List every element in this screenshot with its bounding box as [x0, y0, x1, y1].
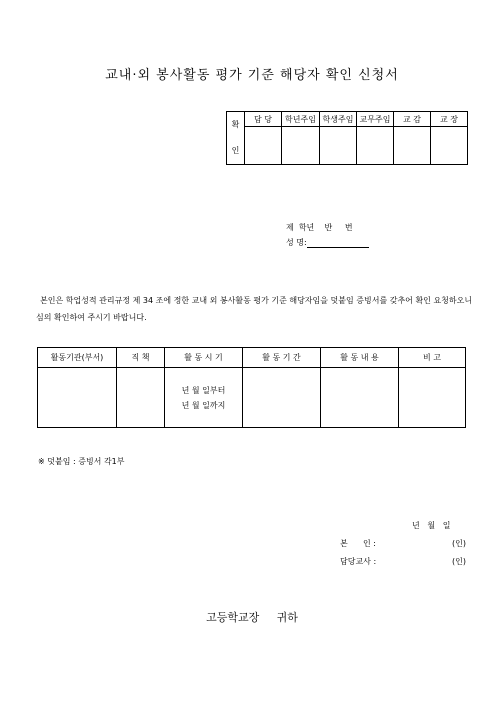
signature-mark-self: (인) — [452, 539, 466, 548]
activity-content-cell[interactable] — [321, 368, 399, 428]
student-class-line: 제 학년 반 번 — [286, 223, 353, 232]
approval-header-vice-principal: 교 감 — [394, 112, 431, 127]
approval-sign-cell[interactable] — [357, 127, 394, 165]
activity-header-content: 활 동 내 용 — [321, 348, 399, 368]
approval-sign-cell[interactable] — [320, 127, 357, 165]
approval-table — [226, 111, 468, 165]
approval-header-academic-head: 교무주임 — [357, 112, 394, 127]
approval-sign-cell[interactable] — [245, 127, 282, 165]
activity-period-cell[interactable] — [165, 368, 243, 428]
approval-sign-cell[interactable] — [282, 127, 320, 165]
approval-side-label — [227, 112, 245, 165]
approval-side-label-top: 확 — [231, 120, 240, 129]
attachment-note: ※ 덧붙임 : 증빙서 각1부 — [38, 457, 125, 466]
activity-duration-cell[interactable] — [243, 368, 321, 428]
activity-header-org: 활동기관(부서) — [38, 348, 117, 368]
approval-sign-cell[interactable] — [431, 127, 468, 165]
closing-addressee: 고등학교장 귀하 — [206, 611, 298, 624]
approval-sign-cell[interactable] — [394, 127, 431, 165]
student-name-line — [286, 237, 369, 248]
approval-header-grade-head: 학년주임 — [282, 112, 320, 127]
activity-org-cell[interactable] — [38, 368, 117, 428]
activity-period-to: 년 월 일까지 — [181, 400, 226, 410]
activity-header-timing: 활 동 시 기 — [165, 348, 243, 368]
activity-header-position: 직 책 — [117, 348, 165, 368]
approval-header-staff: 담 당 — [245, 112, 282, 127]
activity-header-duration: 활 동 기 간 — [243, 348, 321, 368]
activity-position-cell[interactable] — [117, 368, 165, 428]
document-title: 교내·외 봉사활동 평가 기준 해당자 확인 신청서 — [105, 68, 399, 83]
approval-header-student-head: 학생주임 — [320, 112, 357, 127]
activity-table — [37, 347, 466, 428]
activity-remarks-cell[interactable] — [399, 368, 466, 428]
activity-period-from: 년 월 일부터 — [181, 385, 226, 395]
approval-header-principal: 교 장 — [431, 112, 468, 127]
signature-label-self: 본 인 : — [340, 539, 376, 548]
student-name-label: 성 명: — [286, 238, 307, 247]
signature-label-teacher: 담당교사 : — [340, 557, 377, 566]
signature-mark-teacher: (인) — [452, 557, 466, 566]
activity-header-remarks: 비 고 — [399, 348, 466, 368]
student-name-field[interactable] — [307, 238, 369, 248]
date-line: 년 월 일 — [412, 521, 451, 530]
approval-side-label-bottom: 인 — [231, 146, 240, 155]
request-body-text: 본인은 학업성적 관리규정 제 34 조에 정한 교내 외 봉사활동 평가 기준 해당자임을 덧붙임 증빙서를 갖추어 확인 요청하오니 심의 확인하여 주시기 바랍니다. — [36, 296, 473, 322]
